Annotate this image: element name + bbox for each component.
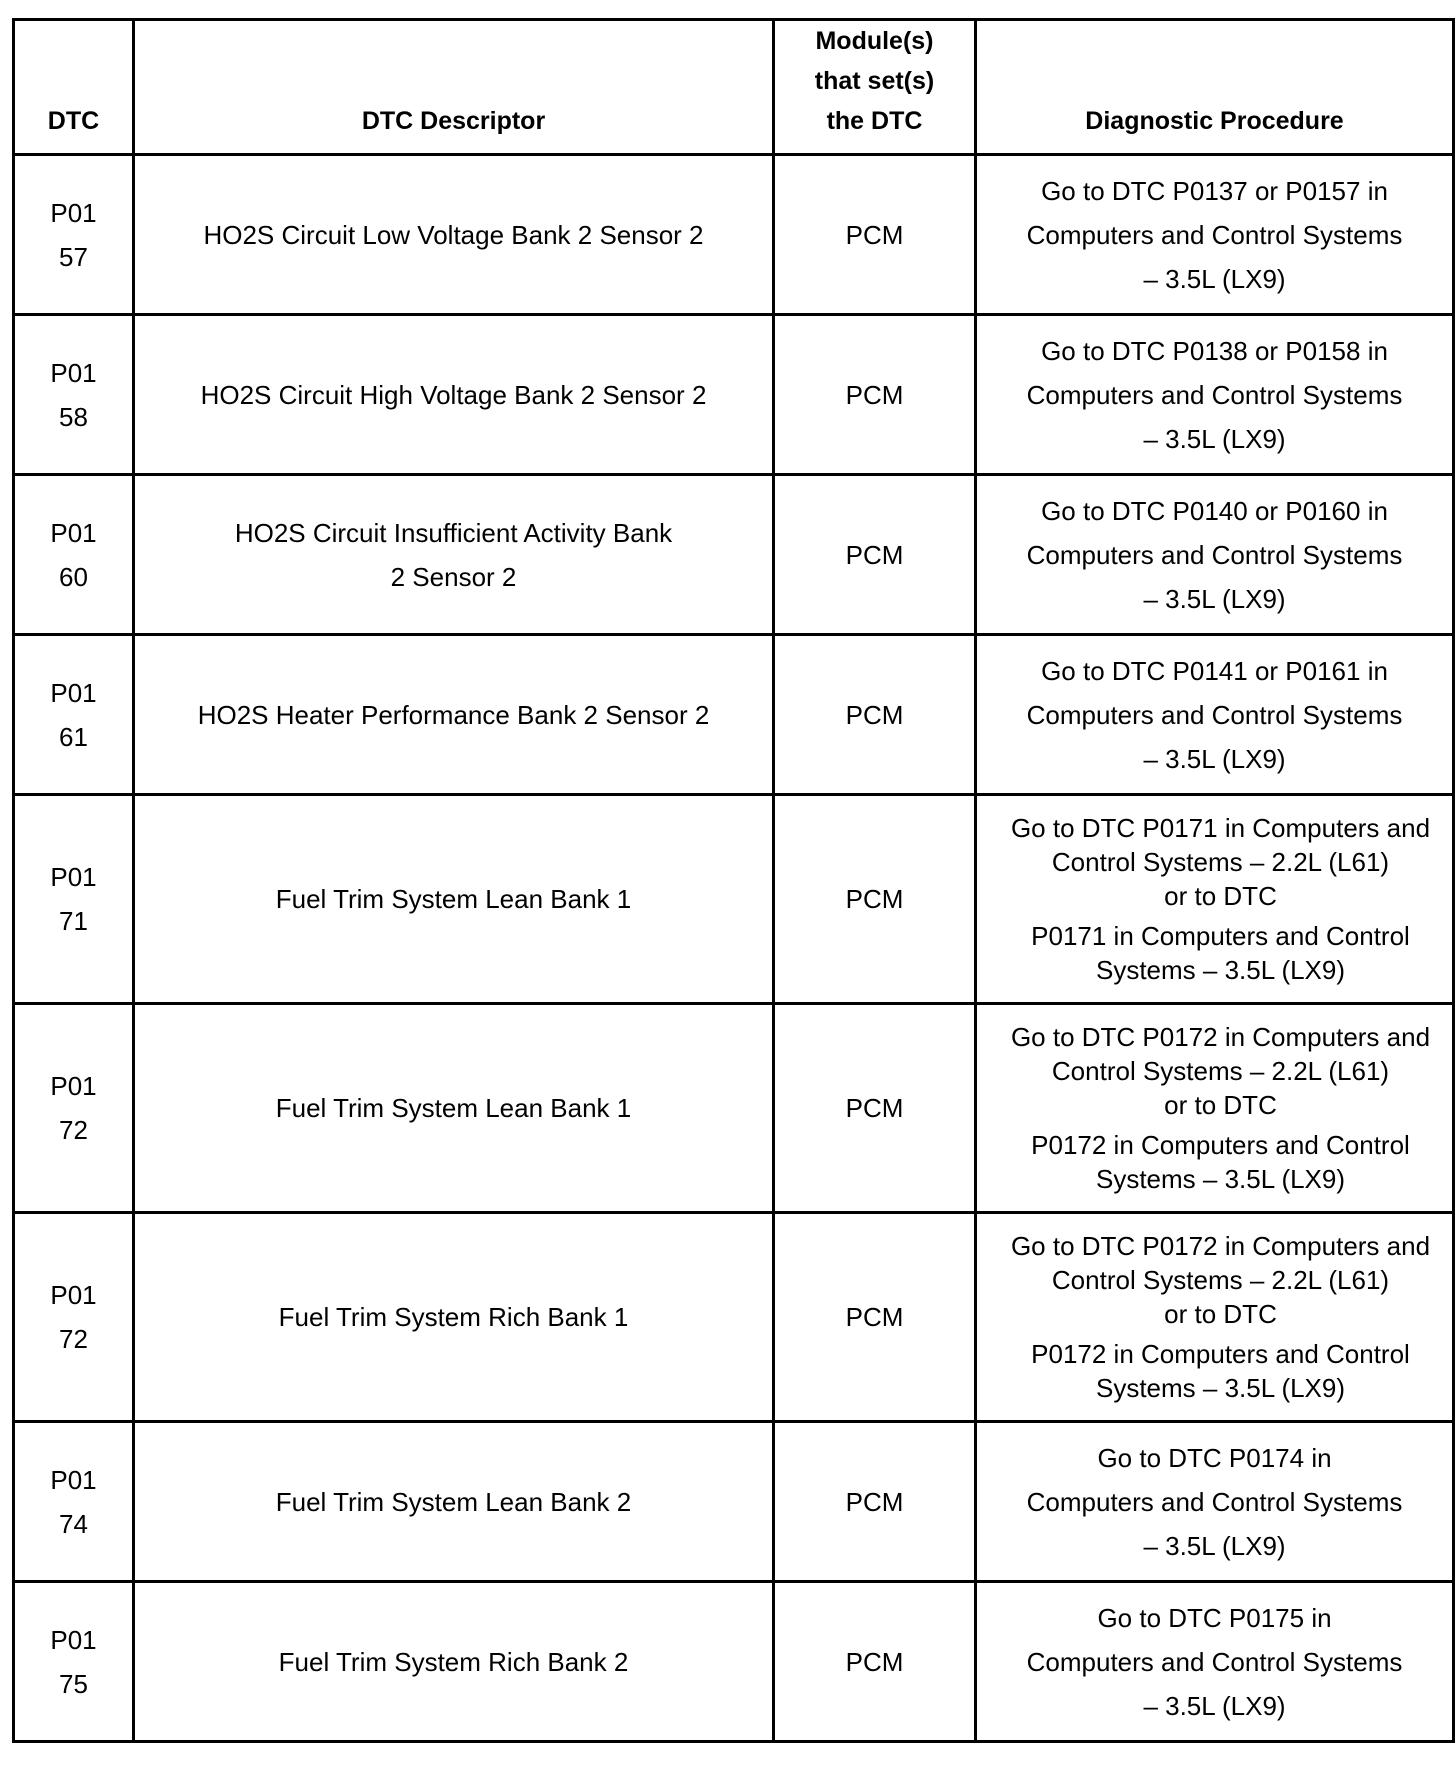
dtc-descriptor-cell: Fuel Trim System Rich Bank 1 xyxy=(134,1213,774,1422)
dtc-code-part: 58 xyxy=(59,401,88,432)
module-cell: PCM xyxy=(774,635,976,795)
procedure-line: – 3.5L (LX9) xyxy=(1143,263,1286,294)
module-cell: PCM xyxy=(774,315,976,475)
procedure-line: Go to DTC P0138 or P0158 in xyxy=(1041,335,1388,366)
dtc-table xyxy=(12,18,1455,1743)
header-dtc: DTC xyxy=(14,20,134,155)
dtc-code-cell xyxy=(14,315,134,475)
dtc-code-part: P01 xyxy=(50,517,97,548)
table-row xyxy=(14,315,1454,475)
procedure-line: – 3.5L (LX9) xyxy=(1143,583,1286,614)
procedure-line: Systems – 3.5L (LX9) xyxy=(1095,955,1346,985)
procedure-line: Systems – 3.5L (LX9) xyxy=(1095,1373,1346,1403)
procedure-line: Computers and Control Systems xyxy=(1026,219,1403,250)
dtc-descriptor-cell: Fuel Trim System Lean Bank 1 xyxy=(134,795,774,1004)
dtc-code-part: 72 xyxy=(59,1115,88,1145)
procedure-line: P0172 in Computers and Control xyxy=(1031,1130,1410,1160)
dtc-descriptor-cell: HO2S Circuit Low Voltage Bank 2 Sensor 2 xyxy=(134,155,774,315)
procedure-line: Systems – 3.5L (LX9) xyxy=(1095,1164,1346,1194)
header-module-line: the DTC xyxy=(826,107,923,135)
dtc-code-part: P01 xyxy=(50,1280,97,1310)
dtc-code-part: P01 xyxy=(50,197,97,228)
procedure-cell xyxy=(976,1582,1454,1742)
table-row xyxy=(14,635,1454,795)
procedure-line: Go to DTC P0174 in xyxy=(1097,1442,1332,1473)
dtc-code-cell xyxy=(14,1422,134,1582)
procedure-line: or to DTC xyxy=(1164,1090,1277,1120)
module-cell: PCM xyxy=(774,1213,976,1422)
procedure-line: Control Systems – 2.2L (L61) xyxy=(1051,847,1390,877)
table-row xyxy=(14,1004,1454,1213)
procedure-line: Computers and Control Systems xyxy=(1026,1486,1403,1517)
procedure-line: Control Systems – 2.2L (L61) xyxy=(1051,1056,1390,1086)
module-cell: PCM xyxy=(774,1004,976,1213)
procedure-line: – 3.5L (LX9) xyxy=(1143,1530,1286,1561)
dtc-code-cell xyxy=(14,795,134,1004)
procedure-line: Computers and Control Systems xyxy=(1026,379,1403,410)
table-row xyxy=(14,1213,1454,1422)
dtc-table-container xyxy=(12,18,1452,1743)
procedure-line: Go to DTC P0141 or P0161 in xyxy=(1041,655,1388,686)
procedure-line: or to DTC xyxy=(1164,1299,1277,1329)
procedure-cell xyxy=(976,315,1454,475)
procedure-cell xyxy=(976,475,1454,635)
table-row xyxy=(14,795,1454,1004)
header-module-line: that set(s) xyxy=(814,67,935,95)
procedure-line: Go to DTC P0172 in Computers and xyxy=(1010,1022,1431,1052)
procedure-cell xyxy=(976,1422,1454,1582)
dtc-code-cell xyxy=(14,1004,134,1213)
dtc-descriptor-cell: HO2S Heater Performance Bank 2 Sensor 2 xyxy=(134,635,774,795)
procedure-cell xyxy=(976,795,1454,1004)
module-cell: PCM xyxy=(774,1582,976,1742)
table-row xyxy=(14,1582,1454,1742)
header-procedure: Diagnostic Procedure xyxy=(976,20,1454,155)
dtc-code-part: P01 xyxy=(50,677,97,708)
table-row xyxy=(14,155,1454,315)
dtc-code-part: 74 xyxy=(59,1508,88,1539)
procedure-line: or to DTC xyxy=(1164,881,1277,911)
dtc-code-part: 75 xyxy=(59,1668,88,1699)
dtc-descriptor-cell: HO2S Circuit High Voltage Bank 2 Sensor 2 xyxy=(134,315,774,475)
module-cell: PCM xyxy=(774,155,976,315)
procedure-line: – 3.5L (LX9) xyxy=(1143,1690,1286,1721)
module-cell: PCM xyxy=(774,1422,976,1582)
dtc-code-cell xyxy=(14,1213,134,1422)
dtc-code-part: P01 xyxy=(50,357,97,388)
dtc-code-part: 71 xyxy=(59,906,88,936)
procedure-cell xyxy=(976,1004,1454,1213)
dtc-descriptor-cell: Fuel Trim System Rich Bank 2 xyxy=(134,1582,774,1742)
dtc-descriptor-cell: Fuel Trim System Lean Bank 1 xyxy=(134,1004,774,1213)
dtc-code-cell xyxy=(14,155,134,315)
procedure-cell xyxy=(976,155,1454,315)
procedure-line: Go to DTC P0137 or P0157 in xyxy=(1041,175,1388,206)
header-descriptor: DTC Descriptor xyxy=(134,20,774,155)
procedure-line: Computers and Control Systems xyxy=(1026,699,1403,730)
dtc-code-part: P01 xyxy=(50,862,97,892)
procedure-line: – 3.5L (LX9) xyxy=(1143,423,1286,454)
table-header-row xyxy=(14,20,1454,155)
dtc-descriptor-cell: HO2S Circuit Insufficient Activity Bank 2 Sensor 2 xyxy=(134,475,774,635)
table-row xyxy=(14,475,1454,635)
table-row xyxy=(14,1422,1454,1582)
dtc-code-cell xyxy=(14,1582,134,1742)
dtc-code-part: 60 xyxy=(59,561,88,592)
dtc-code-cell xyxy=(14,475,134,635)
procedure-line: Computers and Control Systems xyxy=(1026,1646,1403,1677)
dtc-code-cell xyxy=(14,635,134,795)
dtc-code-part: 72 xyxy=(59,1324,88,1354)
procedure-cell xyxy=(976,635,1454,795)
procedure-line: Control Systems – 2.2L (L61) xyxy=(1051,1265,1390,1295)
module-cell: PCM xyxy=(774,795,976,1004)
dtc-code-part: 57 xyxy=(59,241,88,272)
procedure-line: Computers and Control Systems xyxy=(1026,539,1403,570)
procedure-cell xyxy=(976,1213,1454,1422)
procedure-line: – 3.5L (LX9) xyxy=(1143,743,1286,774)
procedure-line: P0172 in Computers and Control xyxy=(1031,1339,1410,1369)
procedure-line: P0171 in Computers and Control xyxy=(1031,921,1410,951)
dtc-descriptor-cell: Fuel Trim System Lean Bank 2 xyxy=(134,1422,774,1582)
dtc-code-part: P01 xyxy=(50,1071,97,1101)
header-module-line: Module(s) xyxy=(815,27,934,55)
dtc-code-part: P01 xyxy=(50,1624,97,1655)
header-module xyxy=(774,20,976,155)
dtc-code-part: P01 xyxy=(50,1464,97,1495)
procedure-line: Go to DTC P0175 in xyxy=(1097,1602,1332,1633)
dtc-code-part: 61 xyxy=(59,721,88,752)
module-cell: PCM xyxy=(774,475,976,635)
procedure-line: Go to DTC P0172 in Computers and xyxy=(1010,1231,1431,1261)
procedure-line: Go to DTC P0171 in Computers and xyxy=(1010,813,1431,843)
procedure-line: Go to DTC P0140 or P0160 in xyxy=(1041,495,1388,526)
